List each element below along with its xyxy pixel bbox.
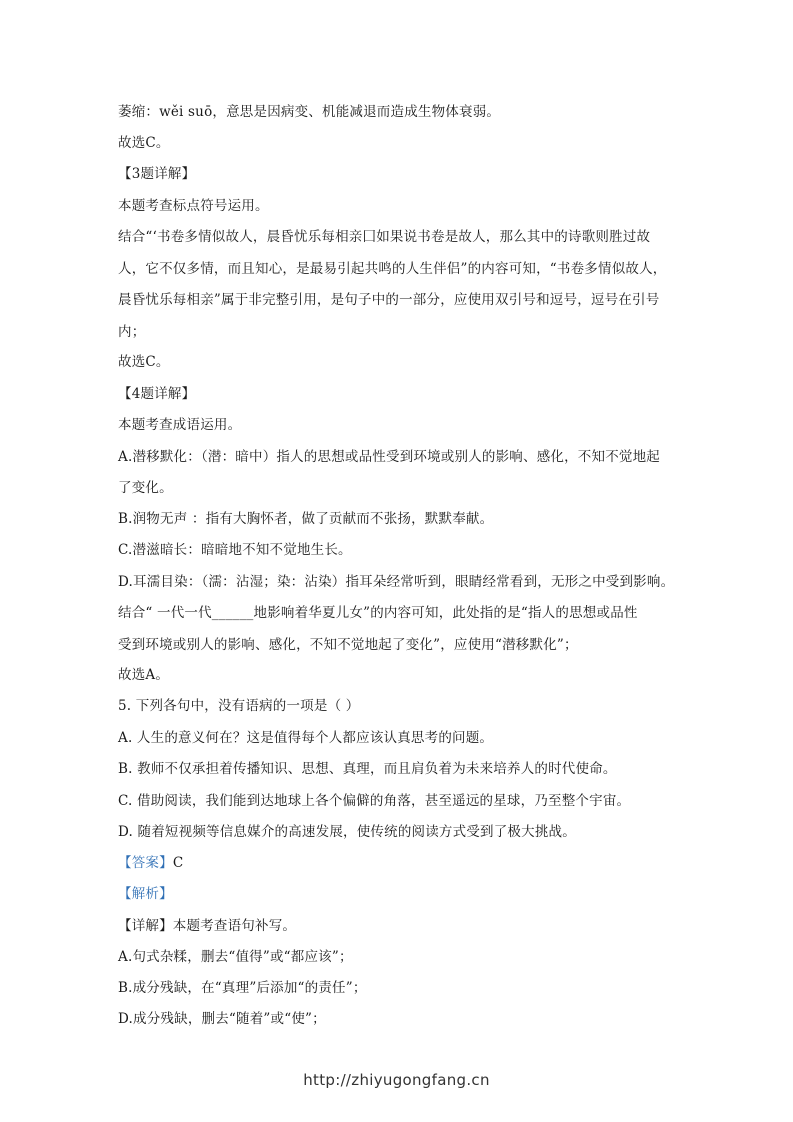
text-line: 萎缩：wěi suō，意思是因病变、机能减退而造成生物体衰弱。 bbox=[118, 104, 501, 120]
text-line: 结合“ 一代一代______地影响着华夏儿女”的内容可知，此处指的是“指人的思想或品性 bbox=[118, 605, 638, 621]
text-line: 本题考查成语运用。 bbox=[118, 417, 242, 433]
text-line: B.成分残缺，在“真理”后添加“的责任”； bbox=[118, 980, 367, 996]
text-line: 晨昏忧乐每相亲”属于非完整引用，是句子中的一部分，应使用双引号和逗号，逗号在引号 bbox=[118, 292, 660, 308]
text-line: 受到环境或别人的影响、感化，不知不觉地起了变化”，应使用“潜移默化”； bbox=[118, 637, 578, 653]
question-stem: 5. 下列各句中，没有语病的一项是（ ） bbox=[118, 698, 360, 714]
text-line: 内； bbox=[118, 324, 146, 340]
answer-line bbox=[118, 854, 678, 872]
section-heading: 【4题详解】 bbox=[118, 386, 196, 402]
text-line: D.耳濡目染：（濡：沾湿；染：沾染）指耳朵经常听到，眼睛经常看到，无形之中受到影响。 bbox=[118, 574, 675, 590]
text-line: 【详解】本题考查语句补写。 bbox=[118, 918, 297, 934]
answer-label: 【答案】 bbox=[118, 855, 173, 871]
text-line: B.润物无声 ：指有大胸怀者，做了贡献而不张扬，默默奉献。 bbox=[118, 511, 494, 527]
text-line: 了变化。 bbox=[118, 480, 173, 496]
text-line: A.潜移默化：（潜：暗中）指人的思想或品性受到环境或别人的影响、感化，不知不觉地起 bbox=[118, 449, 660, 465]
text-line: 结合“‘书卷多情似故人，晨昏忧乐每相亲囗如果说书卷是故人，那么其中的诗歌则胜过故 bbox=[118, 229, 651, 245]
text-line: 本题考查标点符号运用。 bbox=[118, 198, 269, 214]
answer-value: C bbox=[172, 855, 184, 871]
text-line: A.句式杂糅，删去“值得”或“都应该”； bbox=[118, 949, 353, 965]
text-line: D.成分残缺，删去“随着”或“使”； bbox=[118, 1011, 326, 1027]
analysis-label: 【解析】 bbox=[118, 886, 173, 902]
option-b: B. 教师不仅承担着传播知识、思想、真理，而且肩负着为未来培养人的时代使命。 bbox=[118, 761, 617, 777]
option-a: A. 人生的意义何在？这是值得每个人都应该认真思考的问题。 bbox=[118, 730, 494, 746]
section-heading: 【3题详解】 bbox=[118, 166, 196, 182]
text-line: 人，它不仅多情，而且知心，是最易引起共鸣的人生伴侣”的内容可知，“书卷多情似故人， bbox=[118, 261, 667, 277]
footer-url[interactable]: http://zhiyugongfang.cn bbox=[303, 1071, 490, 1089]
option-d: D. 随着短视频等信息媒介的高速发展，使传统的阅读方式受到了极大挑战。 bbox=[118, 824, 576, 840]
text-line: C.潜滋暗长：暗暗地不知不觉地生长。 bbox=[118, 542, 352, 558]
text-line: 故选C。 bbox=[118, 354, 170, 370]
text-line: 故选C。 bbox=[118, 135, 170, 151]
text-line: 故选A。 bbox=[118, 667, 170, 683]
option-c: C. 借助阅读，我们能到达地球上各个偏僻的角落，甚至遥远的星球，乃至整个宇宙。 bbox=[118, 793, 631, 809]
